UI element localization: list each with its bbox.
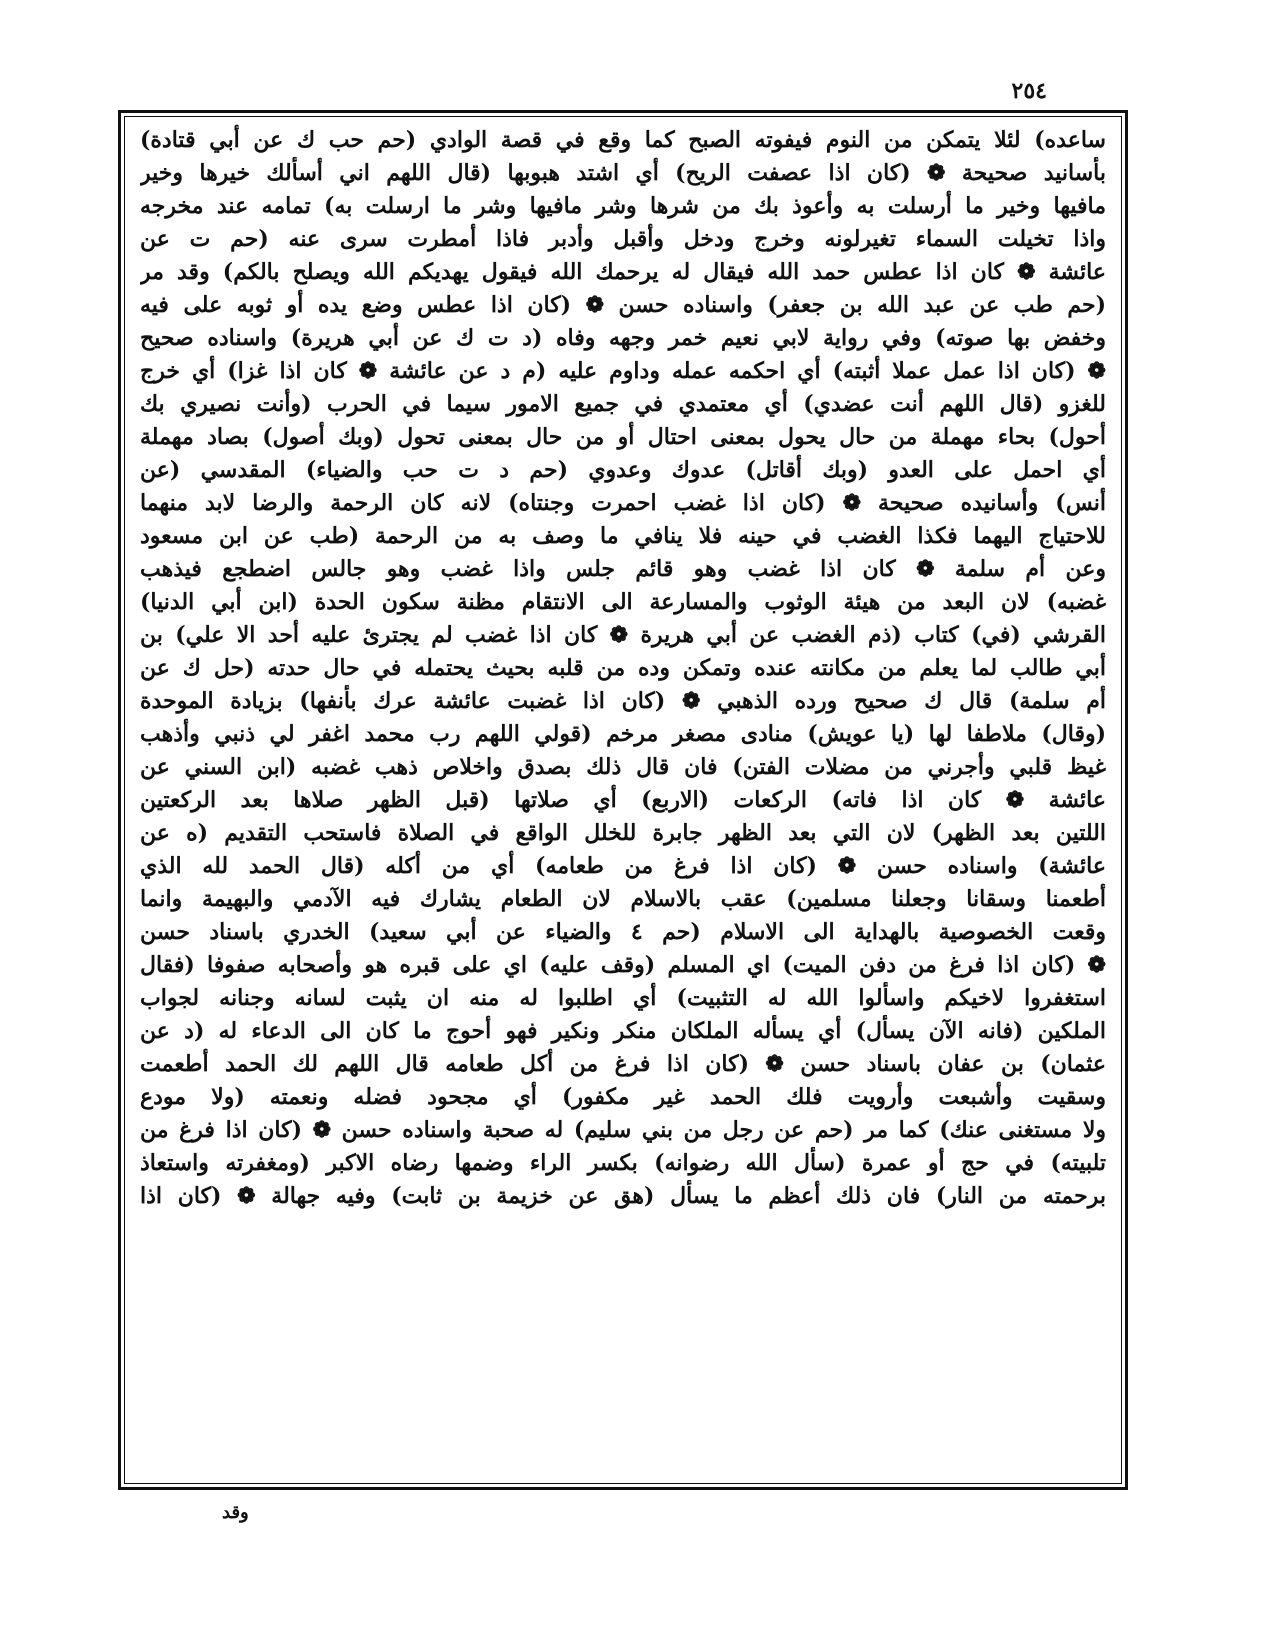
text-line: وسقيت وأشبعت وأرويت فلك الحمد غير مكفور) أي مجحود فضله ونعمته (ولا مودع [140, 1084, 1106, 1110]
text-line: عائشة) واسناده حسن ❁ (كان اذا فرغ من طعامه) أي من أكله (قال الحمد لله الذي [140, 853, 1106, 879]
text-line: بأسانيد صحيحة ❁ (كان اذا عصفت الريح) أي اشتد هبوبها (قال اللهم اني أسألك خيرها وخير [140, 160, 1106, 186]
main-text [140, 124, 1106, 1478]
text-line: وخفض بها صوته) وفي رواية لابي نعيم خمر وجهه وفاه (د ت ك عن أبي هريرة) واسناده صحيح [140, 325, 1106, 351]
text-line: عثمان) بن عفان باسناد حسن ❁ (كان اذا فرغ من أكل طعامه قال اللهم لك الحمد أطعمت [140, 1051, 1106, 1077]
text-line: مافيها وخير ما أرسلت به وأعوذ بك من شرها وشر مافيها وشر ما ارسلت به) تمامه عند مخرجه [140, 193, 1106, 219]
text-line: ساعده) لئلا يتمكن من النوم فيفوته الصبح كما وقع في قصة الوادي (حم حب ك عن أبي قتادة) [140, 127, 1106, 153]
text-line: (وقال) ملاطفا لها (يا عويش) منادى مصغر مرخم (قولي اللهم رب محمد اغفر لي ذنبي وأذهب [140, 721, 1106, 747]
text-line: أم سلمة) قال ك صحيح ورده الذهبي ❁ (كان اذا غضبت عائشة عرك بأنفها) بزيادة الموحدة [140, 688, 1106, 714]
text-line: (حم طب عن عبد الله بن جعفر) واسناده حسن ❁ (كان اذا عطس وضع يده أو ثوبه على فيه [140, 292, 1106, 318]
text-line: أحول) بحاء مهملة من حال يحول بمعنى احتال أو من حال بمعنى تحول (وبك أصول) بصاد مهملة [140, 424, 1106, 450]
text-line: القرشي (في) كتاب (ذم الغضب عن أبي هريرة ❁ كان اذا غضب لم يجترئ عليه أحد الا علي) بن [140, 622, 1106, 648]
text-line: أي احمل على العدو (وبك أقاتل) عدوك وعدوي (حم د ت حب والضياء) المقدسي (عن [140, 457, 1106, 483]
text-line: للغزو (قال اللهم أنت عضدي) أي معتمدي في جميع الامور سيما في الحرب (وأنت نصيري بك [140, 391, 1106, 417]
text-line: واذا تخيلت السماء تغيرلونه وخرج ودخل وأقبل وأدبر فاذا أمطرت سرى عنه (حم ت عن [140, 226, 1106, 252]
text-line: أبي طالب لما يعلم من مكانته عنده وتمكن وده من قلبه بحيث يحتمله في حال حدته (حل ك عن [140, 655, 1106, 681]
text-line: استغفروا لاخيكم واسألوا الله له التثبيت) أي اطلبوا له منه ان يثبت لسانه وجنانه لجواب [140, 985, 1106, 1011]
text-line: وعن أم سلمة ❁ كان اذا غضب وهو قائم جلس واذا غضب وهو جالس اضطجع فيذهب [140, 556, 1106, 582]
text-line: للاحتياج اليهما فكذا الغضب في حينه فلا ينافي ما وصف به من الرحمة (طب عن ابن مسعود [140, 523, 1106, 549]
text-line: ❁ (كان اذا فرغ من دفن الميت) اي المسلم (وقف عليه) اي على قبره هو وأصحابه صفوفا (فقال [140, 952, 1106, 978]
text-line: الملكين (فانه الآن يسأل) أي يسأله الملكان منكر ونكير فهو أحوج ما كان الى الدعاء له (د عن [140, 1018, 1106, 1044]
catchword: وقد [222, 1502, 249, 1523]
text-line: تلبيته) في حج أو عمرة (سأل الله رضوانه) بكسر الراء وضمها رضاه الاكبر (ومغفرته واستعاذ [140, 1150, 1106, 1176]
text-line: عائشة ❁ كان اذا فاته) الركعات (الاربع) أي صلاتها (قبل الظهر صلاها بعد الركعتين [140, 787, 1106, 813]
text-line: ❁ (كان اذا عمل عملا أثبته) أي احكمه عمله وداوم عليه (م د عن عائشة ❁ كان اذا غزا) أي خرج [140, 358, 1106, 384]
text-line: أطعمنا وسقانا وجعلنا مسلمين) عقب بالاسلام لان الطعام يشارك فيه الآدمي والبهيمة وانما [140, 886, 1106, 912]
text-line: غضبه) لان البعد من هيئة الوثوب والمسارعة الى الانتقام مظنة سكون الحدة (ابن أبي الدنيا) [140, 589, 1106, 615]
text-line: ولا مستغنى عنك) كما مر (حم عن رجل من بني سليم) له صحبة واسناده حسن ❁ (كان اذا فرغ من [140, 1117, 1106, 1143]
text-line: اللتين بعد الظهر) لان التي بعد الظهر جابرة للخلل الواقع في الصلاة فاستحب التقديم (ه عن [140, 820, 1106, 846]
text-line: برحمته من النار) فان ذلك أعظم ما يسأل (هق عن خزيمة بن ثابت) وفيه جهالة ❁ (كان اذا [140, 1183, 1106, 1209]
page-number: ٢٥٤ [1011, 78, 1047, 104]
text-line: وقعت الخصوصية بالهداية الى الاسلام (حم ٤ والضياء عن أبي سعيد) الخدري باسناد حسن [140, 919, 1106, 945]
text-line: عائشة ❁ كان اذا عطس حمد الله فيقال له يرحمك الله فيقول يهديكم الله ويصلح بالكم) وقد مر [140, 259, 1106, 285]
text-line: أنس) وأسانيده صحيحة ❁ (كان اذا غضب احمرت وجنتاه) لانه كان الرحمة والرضا لابد منهما [140, 490, 1106, 516]
text-line: غيظ قلبي وأجرني من مضلات الفتن) فان قال ذلك بصدق واخلاص ذهب غضبه (ابن السني عن [140, 754, 1106, 780]
